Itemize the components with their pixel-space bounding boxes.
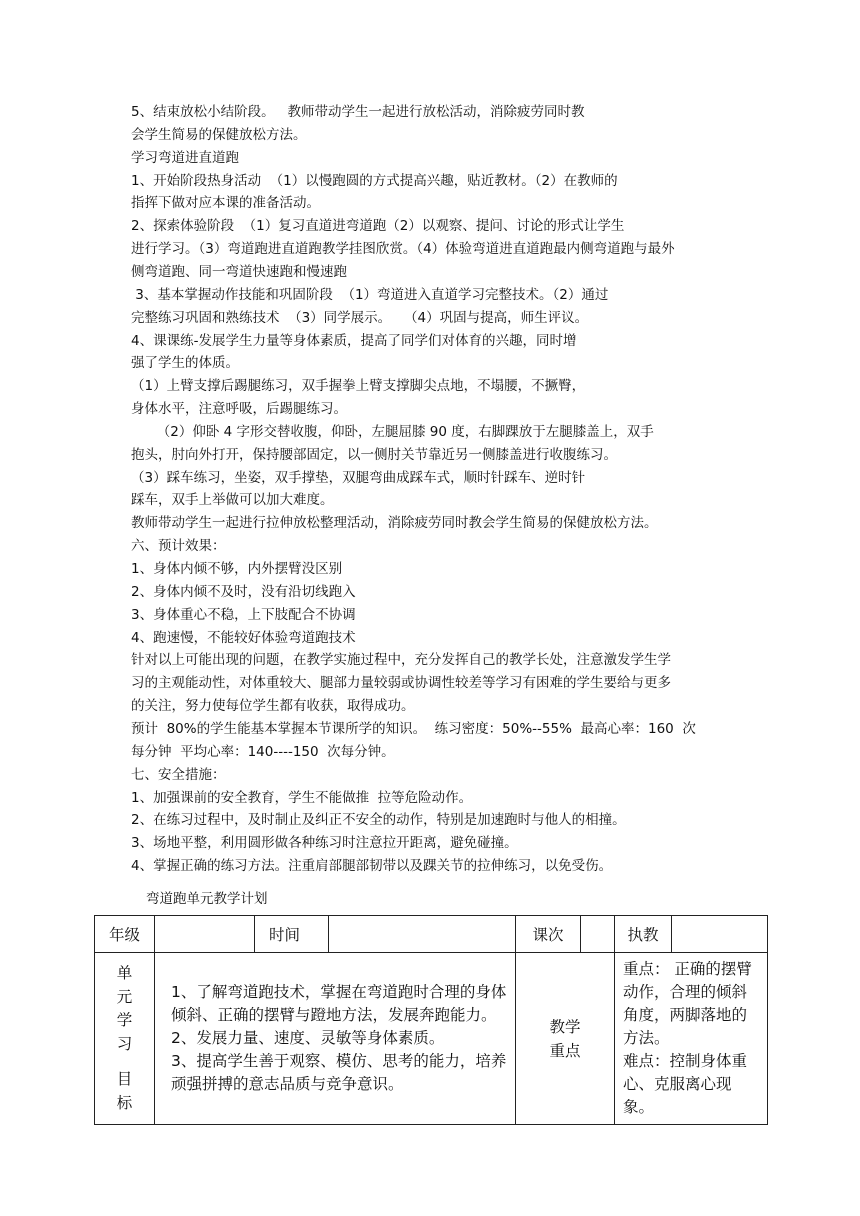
body-line: 2、探索体验阶段 （1）复习直道进弯道跑（2）以观察、提问、讨论的形式让学生 (131, 218, 625, 235)
body-line: 指挥下做对应本课的准备活动。 (131, 195, 320, 212)
grade-label: 年级 (95, 916, 155, 953)
body-line: 每分钟 平均心率：140----150 次每分钟。 (131, 743, 395, 760)
unit-goal-label-char: 标 (116, 1093, 133, 1112)
keypoint-label-cell (516, 953, 615, 1125)
unit-plan-table (94, 915, 768, 1125)
body-line: （3）踩车练习，坐姿，双手撑垫，双腿弯曲成踩车式，顺时针踩车、逆时针 (131, 469, 586, 486)
lesson-number-label: 课次 (516, 916, 581, 953)
keypoint-cell (615, 953, 768, 1125)
body-line: 六、预计效果： (131, 538, 226, 555)
unit-goal-label-char: 元 (116, 987, 133, 1006)
body-line: 完整练习巩固和熟练技术 （3）同学展示。 （4）巩固与提高，师生评议。 (131, 309, 589, 326)
teacher-value (672, 916, 768, 953)
teacher-label: 执教 (615, 916, 672, 953)
body-line: 教师带动学生一起进行拉伸放松整理活动，消除疲劳同时教会学生简易的保健放松方法。 (131, 515, 658, 532)
unit-goal-item: 1、了解弯道跑技术，掌握在弯道跑时合理的身体倾斜、正确的摆臂与蹬地方法，发展奔跑能力。 (171, 983, 507, 1024)
unit-plan-caption: 弯道跑单元教学计划 (146, 891, 268, 907)
body-line: 针对以上可能出现的问题，在教学实施过程中，充分发挥自己的教学长处，注意激发学生学 (131, 652, 671, 669)
unit-goal-label-cell (95, 953, 155, 1125)
body-line: 强了学生的体质。 (131, 355, 239, 372)
unit-goals-cell (155, 953, 516, 1125)
body-line: 4、课课练-发展学生力量等身体素质，提高了同学们对体育的兴趣，同时增 (131, 332, 577, 349)
body-line: 抱头，肘向外打开，保持腰部固定，以一侧肘关节靠近另一侧膝盖进行收腹练习。 (131, 446, 617, 463)
body-line: 身体水平，注意呼吸，后踢腿练习。 (131, 401, 347, 418)
body-line: 会学生简易的保健放松方法。 (131, 126, 307, 143)
keypoint-item: 重点： 正确的摆臂动作，合理的倾斜角度，两脚落地的方法。 (623, 960, 752, 1047)
body-line: 的关注，努力使每位学生都有收获，取得成功。 (131, 698, 415, 715)
time-label: 时间 (255, 916, 329, 953)
body-line: 3、场地平整，利用圆形做各种练习时注意拉开距离，避免碰撞。 (131, 835, 518, 852)
unit-goal-item: 3、提高学生善于观察、模仿、思考的能力，培养顽强拼搏的意志品质与竞争意识。 (171, 1052, 507, 1093)
keypoint-label-line: 教学 (549, 1017, 581, 1036)
unit-goals-row (95, 953, 768, 1125)
body-line: 3、基本掌握动作技能和巩固阶段 （1）弯道进入直道学习完整技术。（2）通过 (131, 286, 609, 303)
keypoint-list (623, 958, 761, 1119)
keypoint-item: 难点：控制身体重心、克服离心现象。 (623, 1052, 748, 1116)
body-line: 4、跑速慢，不能较好体验弯道跑技术 (131, 629, 356, 646)
body-line: 侧弯道跑、同一弯道快速跑和慢速跑 (131, 263, 347, 280)
body-line: 预计 80%的学生能基本掌握本节课所学的知识。 练习密度：50%--55% 最高心率：160 次 (131, 720, 696, 737)
body-line: （1）上臂支撑后踢腿练习，双手握拳上臂支撑脚尖点地，不塌腰，不撅臀， (131, 378, 586, 395)
keypoint-label-line: 重点 (549, 1041, 581, 1060)
body-line: 学习弯道进直道跑 (131, 149, 239, 166)
body-line: 1、开始阶段热身活动 （1）以慢跑圆的方式提高兴趣，贴近教材。（2）在教师的 (131, 172, 618, 189)
unit-goals-list (171, 981, 507, 1096)
unit-goal-label-char: 学 (116, 1011, 133, 1029)
body-line: （2）仰卧 4 字形交替收腹，仰卧，左腿屈膝 90 度，右脚踝放于左腿膝盖上，双手 (131, 423, 654, 440)
body-line: 踩车，双手上举做可以加大难度。 (131, 492, 334, 509)
unit-goal-label-char: 目 (116, 1070, 133, 1088)
unit-goal-label-char: 习 (116, 1034, 133, 1053)
body-line: 2、在练习过程中，及时制止及纠正不安全的动作，特别是加速跑时与他人的相撞。 (131, 812, 626, 829)
keypoint-label (516, 1015, 614, 1063)
body-line: 2、身体内倾不及时，没有沿切线跑入 (131, 583, 356, 600)
unit-goal-label (112, 962, 138, 1115)
body-line: 进行学习。（3）弯道跑进直道跑教学挂图欣赏。（4）体验弯道进直道跑最内侧弯道跑与最外 (131, 241, 675, 258)
body-line: 习的主观能动性，对体重较大、腿部力量较弱或协调性较差等学习有困难的学生要给与更多 (131, 675, 671, 692)
grade-value (155, 916, 255, 953)
time-value (329, 916, 516, 953)
lesson-number-value (581, 916, 615, 953)
unit-goal-label-char: 单 (116, 964, 133, 982)
body-line: 5、结束放松小结阶段。 教师带动学生一起进行放松活动，消除疲劳同时教 (131, 104, 585, 120)
body-line: 1、加强课前的安全教育，学生不能做推 拉等危险动作。 (131, 789, 473, 806)
body-line: 3、身体重心不稳，上下肢配合不协调 (131, 606, 356, 623)
unit-plan-header-row (95, 916, 768, 953)
label-spacer (112, 1056, 138, 1068)
body-line: 4、掌握正确的练习方法。注重肩部腿部韧带以及踝关节的拉伸练习，以免受伤。 (131, 858, 613, 875)
body-line: 1、身体内倾不够，内外摆臂没区别 (131, 561, 343, 577)
unit-goal-item: 2、发展力量、速度、灵敏等身体素质。 (171, 1029, 445, 1047)
body-line: 七、安全措施： (131, 766, 226, 783)
